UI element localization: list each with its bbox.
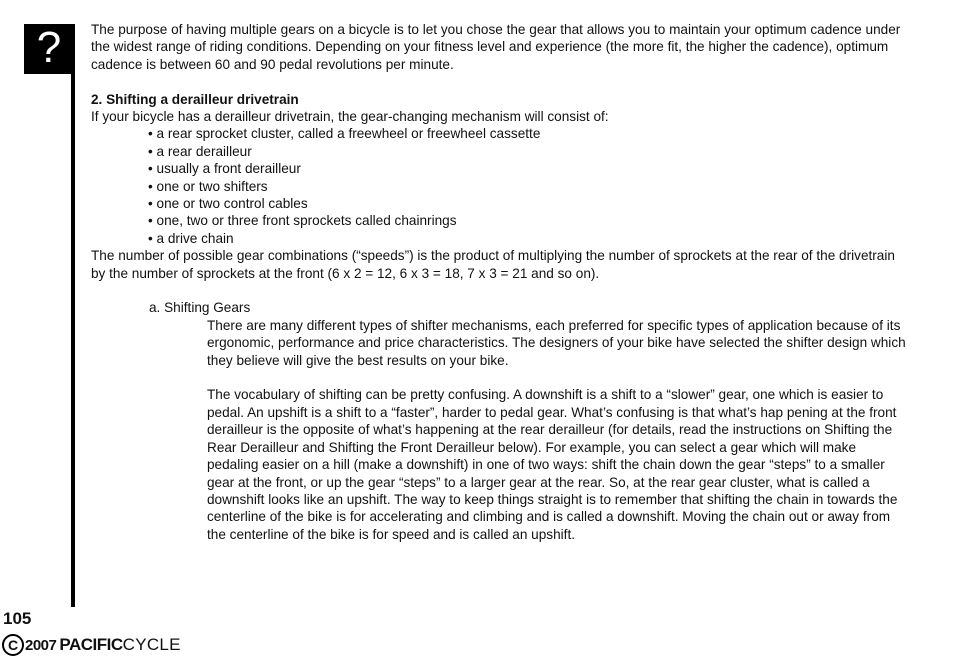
copyright-icon: C [2,634,24,656]
list-item: • a drive chain [148,230,234,246]
page-content [91,21,911,543]
list-item: • a rear derailleur [148,143,252,159]
shifting-vocabulary-paragraph: The vocabulary of shifting can be pretty confusing. A downshift is a shift to a “slower” gear, one which is easier to pedal. An upshift is a shift to a “faster”, harder to pedal gear. What’s confusing is that what’s hap pening at the front derailleur is the opposite of what’s happening at the rear derailleur (for details, read the instructions on Shifting the Rear Derailleur and Shifting the Front Derailleur below). For example, you can select a gear which will make pedaling easier on a hill (make a downshift) in one of two ways: shift the chain down the gear “steps” to a smaller gear at the front, or up the gear “steps” to a larger gear at the rear. So, at the rear gear cluster, what is called a downshift looks like an upshift. The way to keep things straight is to remember that shifting the chain in towards the centerline of the bike is for accelerating and climbing and is called a downshift. Moving the chain out or away from the centerline of the bike is for speed and is called an upshift. [207,387,898,542]
list-item: • a rear sprocket cluster, called a freewheel or freewheel cassette [148,126,541,142]
shifter-types-paragraph: There are many different types of shifter mechanisms, each preferred for specific types of application because of its ergonomic, performance and price characteristics. The designers of your bike have selected the shifter design which they believe will give the best results on your bike. [207,317,906,368]
copyright-year: 2007 [25,636,57,654]
section-lead: If your bicycle has a derailleur drivetrain, the gear-changing mechanism will consist of: [91,109,609,125]
margin-rule [71,24,75,607]
intro-paragraph: The purpose of having multiple gears on a bicycle is to let you chose the gear that allows you to maintain your optimum cadence under the widest range of riding conditions. Depending on your fitness level and experience (the more fit, the higher the cadence), optimum cadence is between 60 and 90 pedal revolutions per minute. [91,22,901,72]
page-number: 105 [3,609,32,628]
speeds-paragraph: The number of possible gear combinations (“speeds”) is the product of multiplying the number of sprockets at the rear of the drivetrain by the number of sprockets at the front (6 x 2 = 12, 6 x 3 = 18, 7 x 3 = 21 and so on). [91,248,895,281]
list-item: • one or two shifters [148,178,268,194]
list-item: • one, two or three front sprockets called chainrings [148,213,457,229]
brand-name-bold: PACIFIC [59,635,123,654]
brand-name-light: CYCLE [122,635,181,654]
section-heading: 2. Shifting a derailleur drivetrain [91,91,299,107]
subsection-title: a. Shifting Gears [149,300,251,316]
list-item: • one or two control cables [148,196,308,212]
list-item: • usually a front derailleur [148,161,301,177]
question-icon: ? [24,24,74,74]
copyright-logo [2,634,181,656]
component-list [91,125,911,247]
